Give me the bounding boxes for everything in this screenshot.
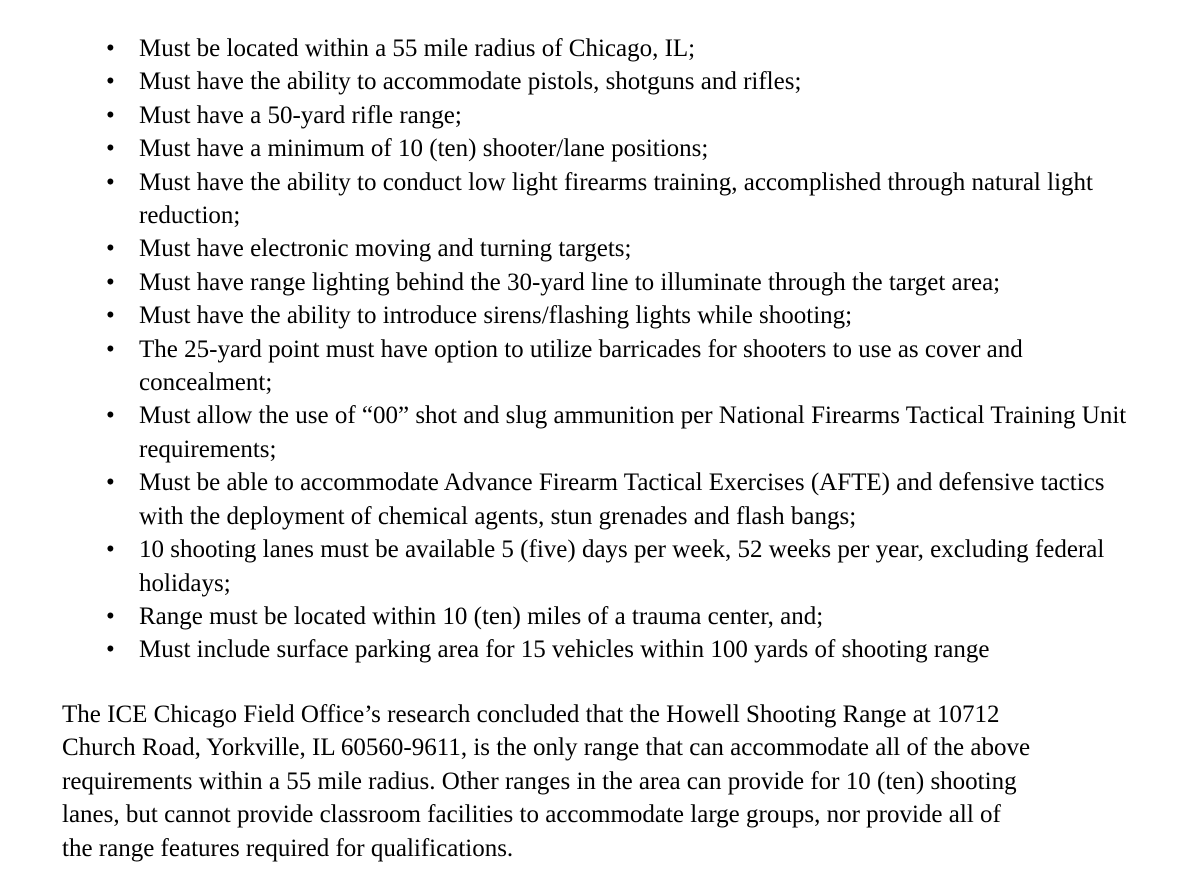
requirement-text: 10 shooting lanes must be available 5 (five) days per week, 52 weeks per year, excluding federal holidays; xyxy=(139,536,1105,597)
requirement-text: The 25-yard point must have option to utilize barricades for shooters to use as cover and concealment; xyxy=(139,335,1023,397)
conclusion-paragraph xyxy=(62,698,1162,865)
requirement-text: Range must be located within 10 (ten) miles of a trauma center, and; xyxy=(139,602,824,630)
list-item xyxy=(0,166,1149,233)
bullet-icon: • xyxy=(106,35,115,62)
bullet-icon: • xyxy=(106,101,115,129)
requirement-text: Must be located within a 55 mile radius of Chicago, IL; xyxy=(139,35,696,62)
conclusion-line: the range features required for qualifications. xyxy=(62,834,514,862)
bullet-icon: • xyxy=(106,135,115,163)
conclusion-line: lanes, but cannot provide classroom facilities to accommodate large groups, nor provide all of xyxy=(62,801,1001,829)
requirement-text: Must have the ability to introduce sirens/flashing lights while shooting; xyxy=(139,302,853,330)
requirement-text: Must include surface parking area for 15 vehicles within 100 yards of shooting range xyxy=(139,636,990,664)
requirement-text: Must have the ability to accommodate pistols, shotguns and rifles; xyxy=(139,68,802,96)
list-item xyxy=(0,32,1149,65)
list-item xyxy=(0,299,1149,332)
list-item xyxy=(0,466,1149,533)
conclusion-line: Church Road, Yorkville, IL 60560-9611, is the only range that can accommodate all of the above xyxy=(62,734,1031,762)
list-item xyxy=(0,333,1149,400)
list-item xyxy=(0,533,1149,600)
requirement-text: Must have a minimum of 10 (ten) shooter/lane positions; xyxy=(139,135,709,163)
conclusion-line: requirements within a 55 mile radius. Other ranges in the area can provide for 10 (ten) shooting xyxy=(62,767,1017,795)
list-item xyxy=(0,132,1149,165)
bullet-icon: • xyxy=(106,168,115,196)
requirement-text: Must be able to accommodate Advance Firearm Tactical Exercises (AFTE) and defensive tactics with the deployment of chemical agents, stun grenades and flash bangs; xyxy=(139,469,1105,530)
list-item xyxy=(0,99,1149,132)
bullet-icon: • xyxy=(106,402,115,430)
requirement-text: Must have the ability to conduct low light firearms training, accomplished through natural light reduction; xyxy=(139,168,1093,230)
list-item xyxy=(0,232,1149,265)
list-item xyxy=(0,399,1149,466)
requirements-list xyxy=(0,32,1200,667)
list-item xyxy=(0,633,1149,666)
bullet-icon: • xyxy=(106,68,115,96)
list-item xyxy=(0,266,1149,299)
requirement-text: Must have electronic moving and turning targets; xyxy=(139,235,632,263)
bullet-icon: • xyxy=(106,636,115,664)
bullet-icon: • xyxy=(106,235,115,263)
bullet-icon: • xyxy=(106,536,115,564)
list-item xyxy=(0,600,1149,633)
conclusion-line: The ICE Chicago Field Office’s research concluded that the Howell Shooting Range at 10712 xyxy=(62,701,1000,728)
bullet-icon: • xyxy=(106,268,115,296)
list-item xyxy=(0,65,1149,98)
bullet-icon: • xyxy=(106,602,115,630)
requirement-text: Must have range lighting behind the 30-yard line to illuminate through the target area; xyxy=(139,268,1001,296)
requirement-text: Must have a 50-yard rifle range; xyxy=(139,101,462,129)
bullet-icon: • xyxy=(106,302,115,330)
requirement-text: Must allow the use of “00” shot and slug ammunition per National Firearms Tactical Training Unit requirements; xyxy=(139,402,1127,463)
bullet-icon: • xyxy=(106,469,115,497)
bullet-icon: • xyxy=(106,335,115,363)
